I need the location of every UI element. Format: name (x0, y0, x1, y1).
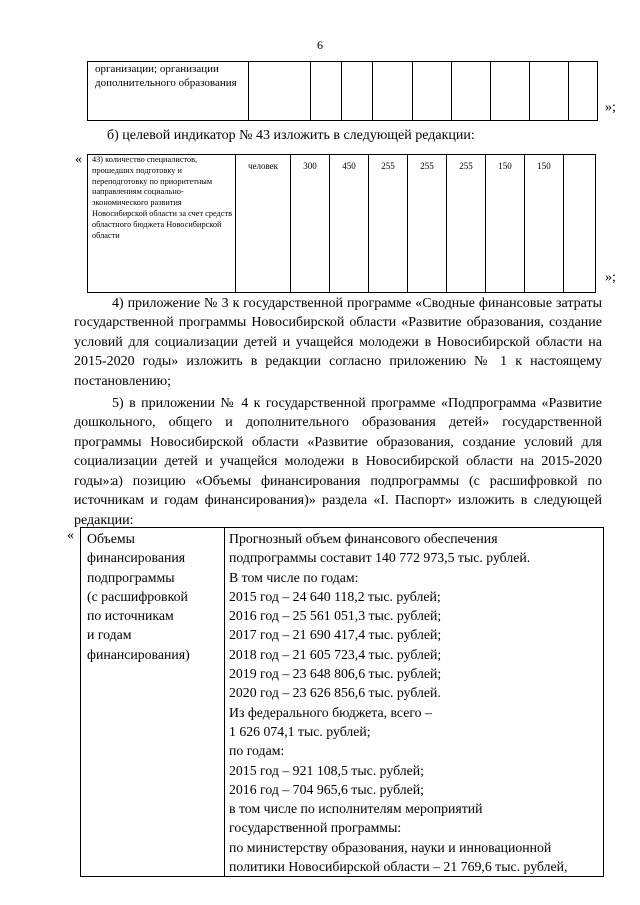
text-line: (с расшифровкой (87, 588, 188, 604)
text-line: по министерству образования, науки и инновационной (229, 839, 552, 855)
opening-quote: « (67, 528, 74, 543)
value-cell: 450 (330, 155, 369, 293)
table-cell (452, 62, 491, 121)
passport-table (80, 527, 604, 877)
unit-cell: человек (236, 155, 291, 293)
table-cell-organizations: организации; организации дополнительного образования (88, 62, 249, 121)
value-cell: 255 (369, 155, 408, 293)
text-line: В том числе по годам: (229, 569, 359, 585)
page-number: 6 (317, 38, 323, 52)
text-line: политики Новосибирской области – 21 769,6 тыс. рублей, (229, 859, 568, 875)
indicator-name-cell: 43) количество специалистов, прошедших подготовку и переподготовку по приоритетным направлениям социально-экономического развития Новосибирской области за счет средств областного бюджета Новосибирской области (88, 155, 236, 293)
paragraph-a: а) позицию «Объемы финансирования подпрограммы (с расшифровкой по источникам и годам финансирования)» раздела «I. Паспорт» изложить в следующей редакции: (74, 474, 602, 528)
text-line: 1 626 074,1 тыс. рублей; (229, 723, 371, 739)
text-line: государственной программы: (229, 820, 402, 836)
text-line: Прогнозный объем финансового обеспечения (229, 531, 498, 546)
closing-quote: »; (605, 270, 616, 285)
text-line: 2015 год – 921 108,5 тыс. рублей; (229, 762, 424, 778)
table-cell (491, 62, 530, 121)
text-line: 2018 год – 21 605 723,4 тыс. рублей; (229, 646, 442, 662)
text-line: финансирования (87, 550, 186, 566)
paragraph-4: 4) приложение № 3 к государственной программе «Сводные финансовые затраты государственной программы Новосибирской области «Развитие образования, создание условий для социализации детей и учащейся молодежи в Новосибирской области на 2015-2020 годы» изложить в редакции согласно приложению № 1 к настоящему постановлению; (74, 296, 602, 389)
opening-quote: « (75, 152, 82, 167)
closing-quote: »; (605, 100, 616, 115)
text-line: 2016 год – 25 561 051,3 тыс. рублей; (229, 608, 442, 624)
text-line: по источникам (87, 608, 174, 624)
table-cell (373, 62, 413, 121)
value-cell: 255 (408, 155, 447, 293)
value-cell: 150 (486, 155, 525, 293)
text-line: в том числе по исполнителям мероприятий (229, 801, 483, 817)
text-line: 2020 год – 23 626 856,6 тыс. рублей. (229, 685, 441, 701)
table-cell (530, 62, 569, 121)
text-line: и годам (87, 627, 132, 643)
table-row (88, 155, 596, 293)
table-cell (342, 62, 373, 121)
text-line: 2017 год – 21 690 417,4 тыс. рублей; (229, 627, 442, 643)
table-continuation (87, 61, 598, 121)
paragraph-b: б) целевой индикатор № 43 изложить в следующей редакции: (107, 128, 475, 143)
table-row (81, 528, 604, 877)
text-line: Объемы (87, 531, 135, 546)
text-line: Из федерального бюджета, всего – (229, 704, 432, 720)
text-line: 2016 год – 704 965,6 тыс. рублей; (229, 781, 424, 797)
text-line: финансирования) (87, 646, 190, 662)
paragraph-5: 5) в приложении № 4 к государственной программе «Подпрограмма «Развитие дошкольного, общего и дополнительного образования детей» государственной программы Новосибирской области «Развитие образования, создание условий для социализации детей и учащейся молодежи в Новосибирской области на 2015-2020 годы»: (74, 396, 602, 489)
passport-position-cell (81, 528, 225, 877)
value-cell (564, 155, 596, 293)
text-line: по годам: (229, 743, 285, 759)
table-cell (569, 62, 598, 121)
table-cell (413, 62, 452, 121)
text-line: подпрограммы составит 140 772 973,5 тыс. рублей. (229, 550, 531, 566)
passport-value-cell (225, 528, 604, 877)
table-row (88, 62, 598, 121)
text-line: 2019 год – 23 648 806,6 тыс. рублей; (229, 666, 442, 682)
table-cell (249, 62, 311, 121)
value-cell: 300 (291, 155, 330, 293)
text-line: подпрограммы (87, 569, 175, 585)
indicator-table (87, 154, 596, 293)
table-cell (311, 62, 342, 121)
value-cell: 255 (447, 155, 486, 293)
value-cell: 150 (525, 155, 564, 293)
text-line: 2015 год – 24 640 118,2 тыс. рублей; (229, 588, 441, 604)
